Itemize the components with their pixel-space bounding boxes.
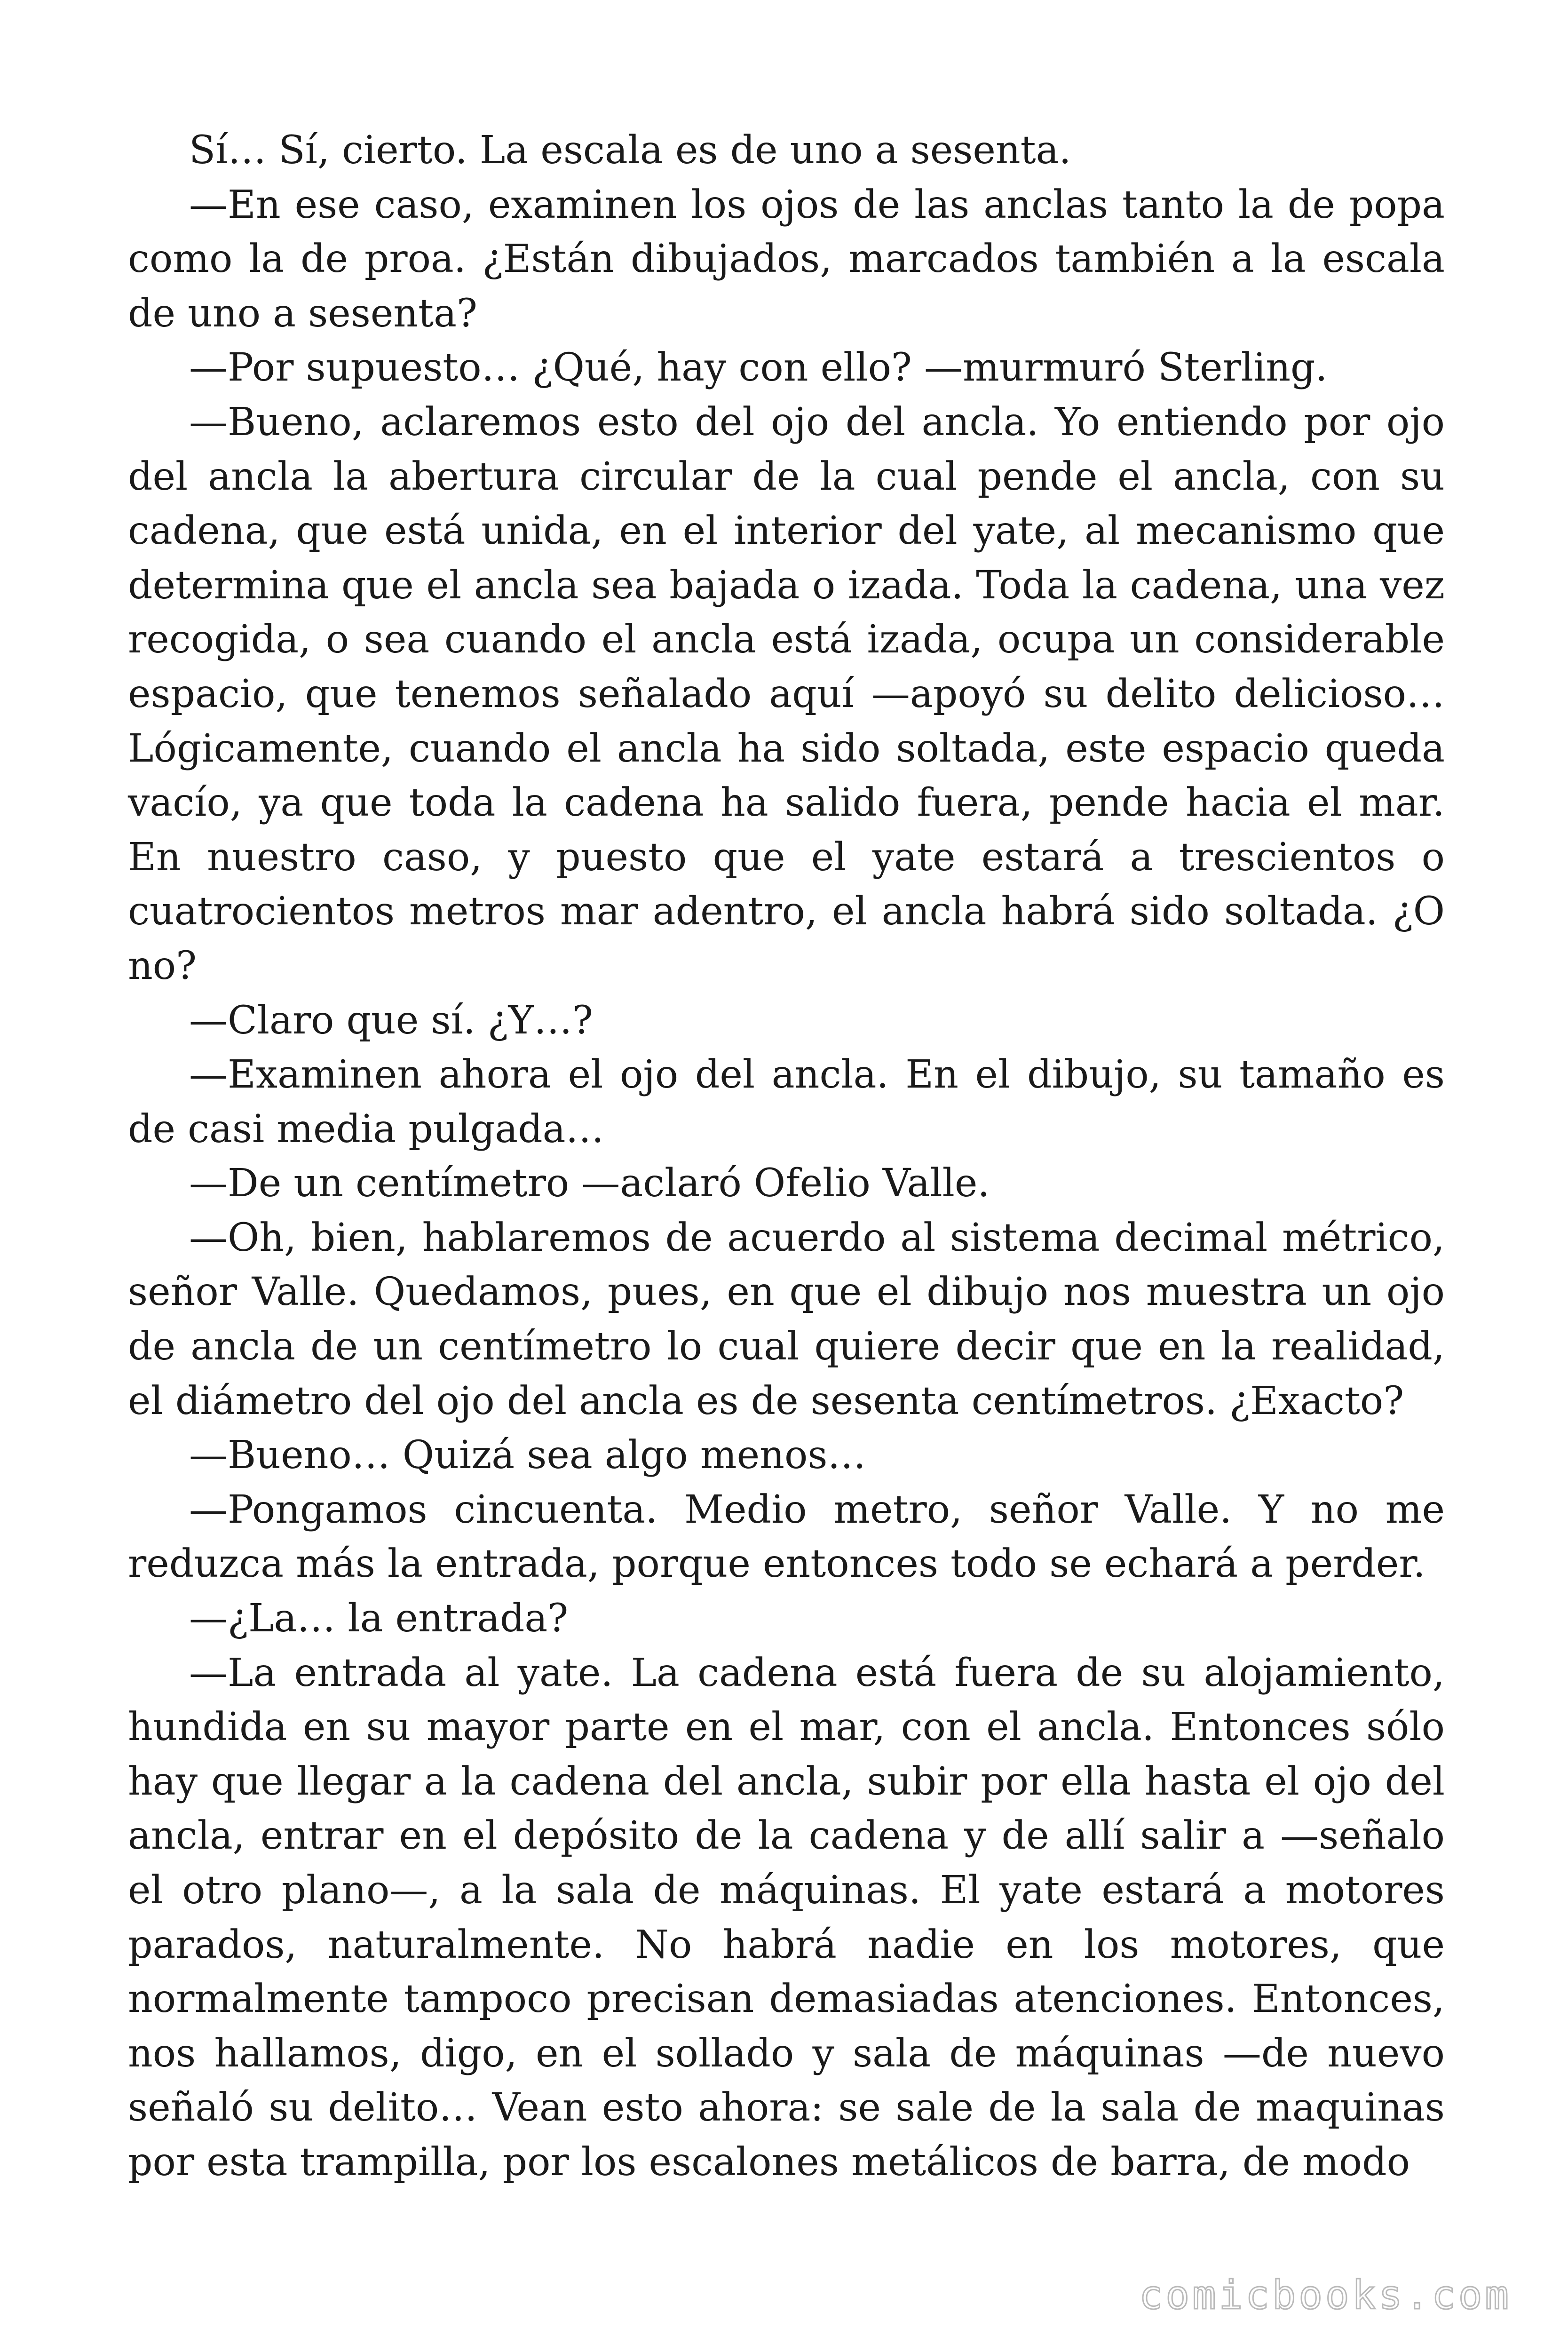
paragraph-4: —Bueno, aclaremos esto del ojo del ancla. Yo entiendo por ojo del ancla la abertura circular de la cual pende el ancla, con su cadena, que está unida, en el interior del yate, al mecanismo que determina que el ancla sea bajada o izada. Toda la cadena, una vez recogida, o sea cuando el ancla está izada, ocupa un considerable espacio, que tenemos señalado aquí —apoyó su delito delicioso… Lógicamente, cuando el ancla ha sido soltada, este espacio queda vacío, ya que toda la cadena ha salido fuera, pende hacia el mar. En nuestro caso, y puesto que el yate estará a trescientos o cuatrocientos metros mar adentro, el ancla habrá sido soltada. ¿O no? <box>128 399 1445 988</box>
paragraph-3: —Por supuesto… ¿Qué, hay con ello? —murmuró Sterling. <box>189 345 1328 390</box>
body-text <box>128 123 1445 2190</box>
paragraph-9: —Bueno… Quizá sea algo menos… <box>189 1433 866 1478</box>
paragraph-5: —Claro que sí. ¿Y…? <box>189 998 593 1043</box>
paragraph-10: —Pongamos cincuenta. Medio metro, señor Valle. Y no me reduzca más la entrada, porque entonces todo se echará a perder. <box>128 1487 1445 1587</box>
paragraph-12: —La entrada al yate. La cadena está fuera de su alojamiento, hundida en su mayor parte en el mar, con el ancla. Entonces sólo hay que llegar a la cadena del ancla, subir por ella hasta el ojo del ancla, entrar en el depósito de la cadena y de allí salir a —señalo el otro plano—, a la sala de máquinas. El yate estará a motores parados, naturalmente. No habrá nadie en los motores, que normalmente tampoco precisan demasiadas atenciones. Entonces, nos hallamos, digo, en el sollado y sala de máquinas —de nuevo señaló su delito… Vean esto ahora: se sale de la sala de maquinas por esta trampilla, por los escalones metálicos de barra, de modo <box>128 1650 1445 2185</box>
paragraph-1: Sí… Sí, cierto. La escala es de uno a sesenta. <box>189 128 1071 173</box>
paragraph-8: —Oh, bien, hablaremos de acuerdo al sistema decimal métrico, señor Valle. Quedamos, pues, en que el dibujo nos muestra un ojo de ancla de un centímetro lo cual quiere decir que en la realidad, el diámetro del ojo del ancla es de sesenta centímetros. ¿Exacto? <box>128 1215 1445 1423</box>
paragraph-6: —Examinen ahora el ojo del ancla. En el dibujo, su tamaño es de casi media pulgada… <box>128 1052 1445 1152</box>
paragraph-11: —¿La… la entrada? <box>189 1596 569 1641</box>
paragraph-2: —En ese caso, examinen los ojos de las anclas tanto la de popa como la de proa. ¿Están dibujados, marcados también a la escala de uno a sesenta? <box>128 182 1445 336</box>
watermark: comicbooks.com <box>1139 2272 1512 2318</box>
paragraph-7: —De un centímetro —aclaró Ofelio Valle. <box>189 1161 990 1206</box>
